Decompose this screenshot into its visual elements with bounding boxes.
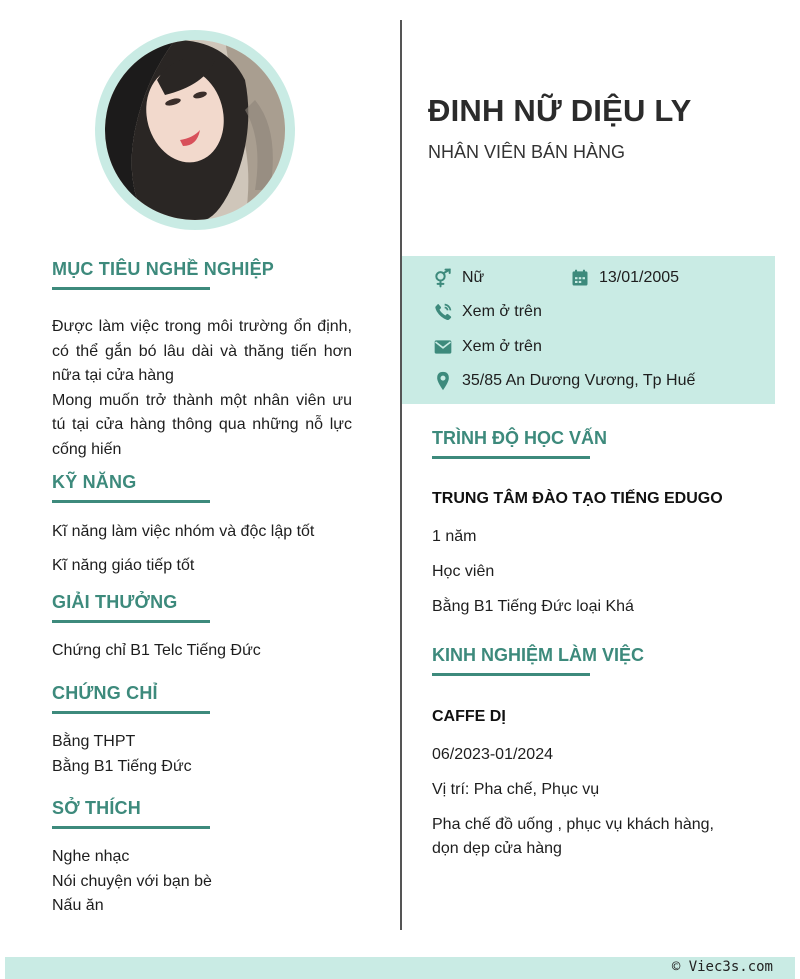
section-underline: [52, 620, 210, 623]
education-duration: 1 năm: [432, 528, 477, 545]
certificate-item: Bằng B1 Tiếng Đức: [52, 757, 192, 775]
contact-email: [432, 336, 542, 358]
contact-address: [432, 370, 695, 392]
gender-icon: [432, 267, 454, 289]
section-underline: [432, 456, 590, 459]
education-school: TRUNG TÂM ĐÀO TẠO TIẾNG EDUGO: [432, 490, 723, 507]
objective-paragraph: Được làm việc trong môi trường ổn định, có thể gắn bó lâu dài và thăng tiến hơn nữa tại cửa hàng: [52, 318, 352, 384]
calendar-icon: [569, 267, 591, 289]
section-underline: [52, 826, 210, 829]
experience-position: Vị trí: Pha chế, Phục vụ: [432, 781, 600, 798]
certificate-item: Bằng THPT: [52, 733, 136, 750]
contact-gender: [432, 267, 484, 289]
email-icon: [432, 336, 454, 358]
section-underline: [52, 287, 210, 290]
certificates-title: CHỨNG CHỈ: [52, 683, 158, 703]
avatar: [105, 40, 285, 220]
footer-bar: [5, 957, 795, 979]
map-pin-icon: [432, 370, 454, 392]
education-role: Học viên: [432, 563, 495, 580]
candidate-name: ĐINH NỮ DIỆU LY: [428, 93, 692, 128]
experience-description: Pha chế đồ uống , phục vụ khách hàng, dọn dẹp cửa hàng: [432, 816, 714, 857]
section-underline: [432, 673, 590, 676]
hobby-item: Nói chuyện với bạn bè: [52, 872, 212, 890]
section-underline: [52, 500, 210, 503]
skill-item: Kĩ năng làm việc nhóm và độc lập tốt: [52, 523, 315, 540]
footer-credit[interactable]: © Viec3s.com: [671, 959, 773, 975]
education-title: TRÌNH ĐỘ HỌC VẤN: [432, 428, 607, 448]
education-result: Bằng B1 Tiếng Đức loại Khá: [432, 598, 634, 615]
experience-title: KINH NGHIỆM LÀM VIỆC: [432, 645, 645, 665]
candidate-position: NHÂN VIÊN BÁN HÀNG: [428, 142, 626, 162]
awards-section: [52, 592, 352, 664]
contact-phone: [432, 301, 542, 323]
hobbies-title: SỞ THÍCH: [52, 798, 141, 818]
skills-title: KỸ NĂNG: [52, 472, 137, 492]
education-section: [432, 428, 762, 619]
hobby-item: Nấu ăn: [52, 897, 104, 914]
skills-section: [52, 472, 352, 578]
experience-company: CAFFE DỊ: [432, 708, 506, 725]
section-underline: [52, 711, 210, 714]
gender-value: Nữ: [462, 269, 485, 286]
address-value: 35/85 An Dương Vương, Tp Huế: [462, 372, 696, 389]
phone-value: Xem ở trên: [462, 303, 542, 320]
email-value: Xem ở trên: [462, 338, 542, 355]
hobby-item: Nghe nhạc: [52, 848, 130, 865]
award-item: Chứng chỉ B1 Telc Tiếng Đức: [52, 642, 261, 659]
objective-paragraph: Mong muốn trở thành một nhân viên ưu tú tại cửa hàng thông qua những nỗ lực cống hiến: [52, 391, 352, 458]
awards-title: GIẢI THƯỞNG: [52, 592, 178, 612]
column-divider: [400, 20, 402, 930]
skill-item: Kĩ năng giáo tiếp tốt: [52, 556, 195, 574]
experience-period: 06/2023-01/2024: [432, 746, 553, 763]
certificates-section: [52, 683, 352, 779]
contact-birthdate: [569, 267, 679, 289]
objective-section: [52, 259, 352, 462]
hobbies-section: [52, 798, 352, 919]
avatar-frame: [95, 30, 295, 230]
experience-section: [432, 645, 762, 861]
objective-title: MỤC TIÊU NGHỀ NGHIỆP: [52, 259, 275, 279]
contact-panel: [402, 256, 775, 404]
profile-photo: [105, 40, 285, 220]
phone-icon: [432, 301, 454, 323]
birthdate-value: 13/01/2005: [599, 269, 680, 286]
